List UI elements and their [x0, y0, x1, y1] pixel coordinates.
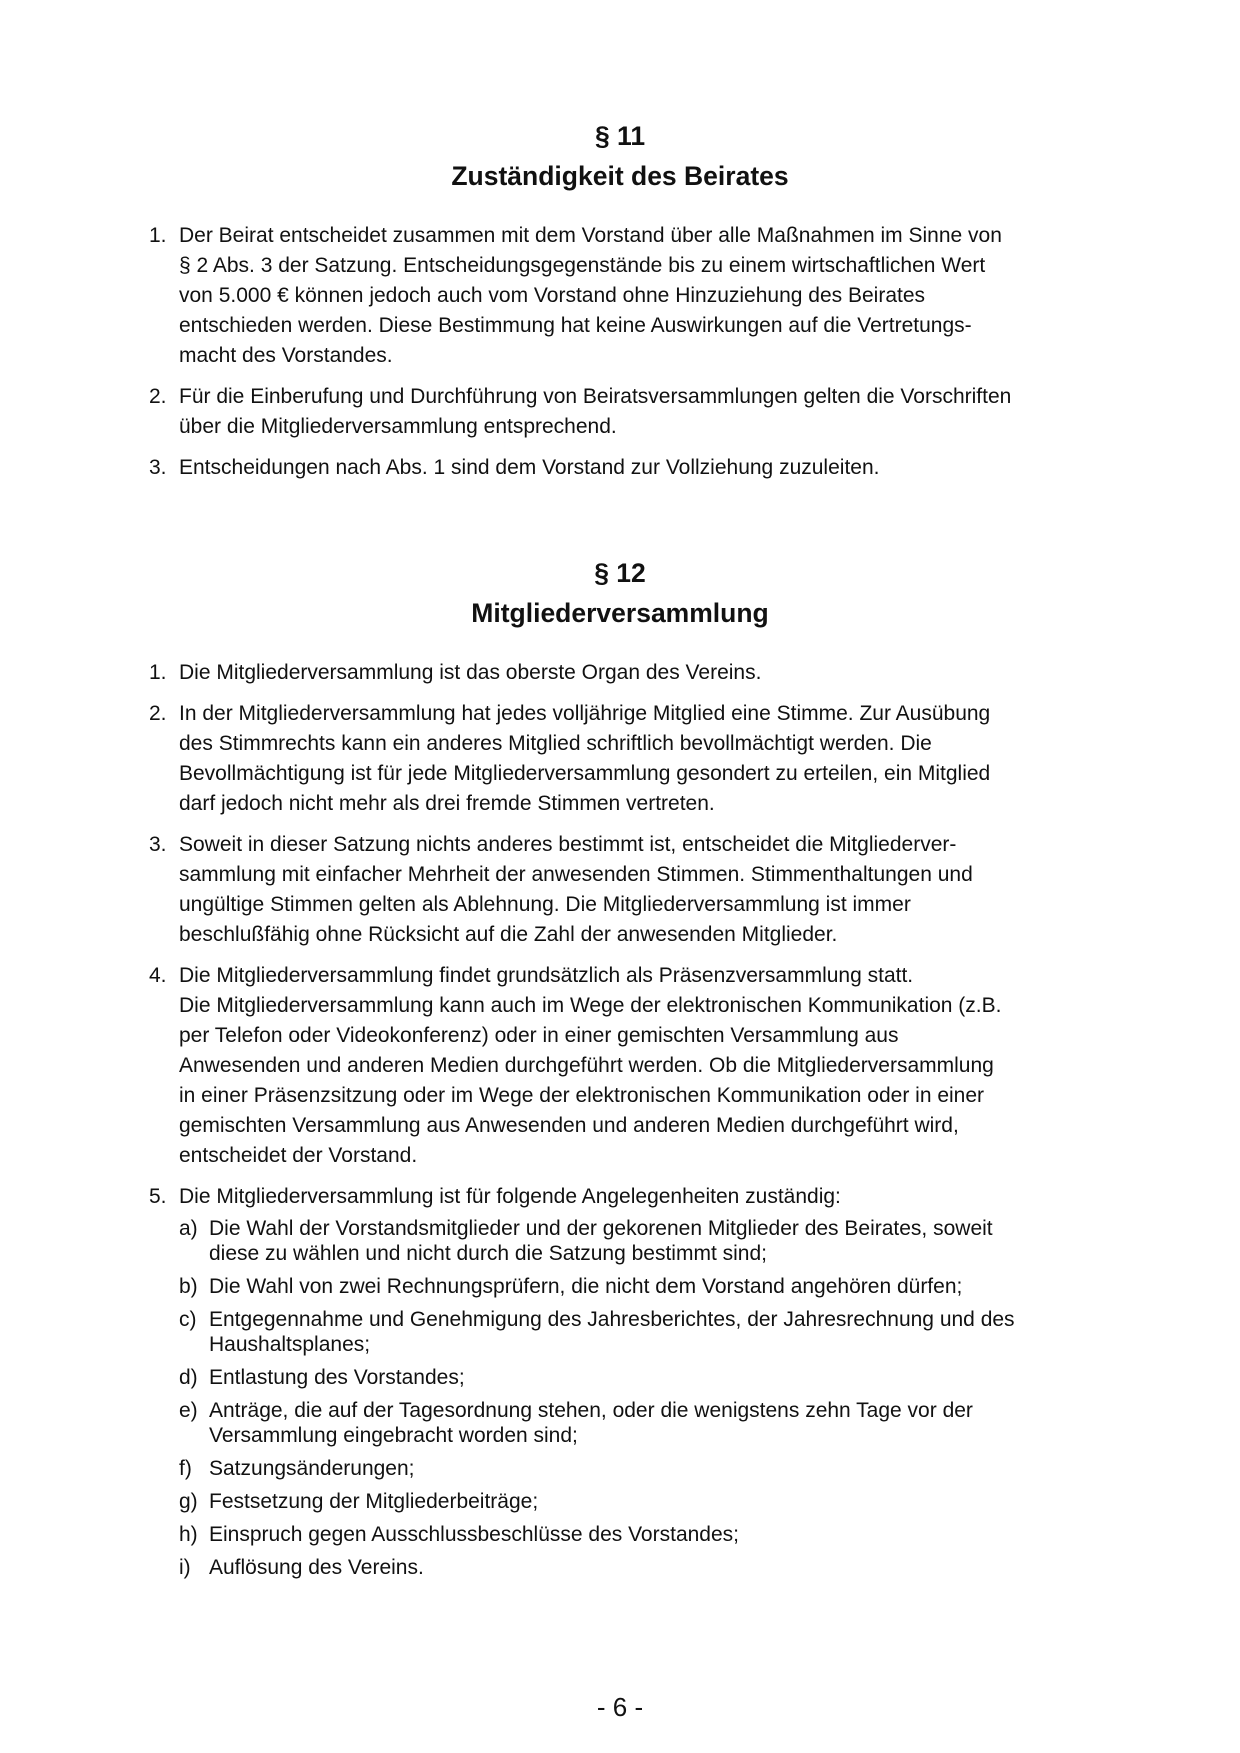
text-line: Für die Einberufung und Durchführung von Beiratsversammlungen gelten die Vorschriften [179, 385, 1012, 408]
item-text [179, 221, 1099, 371]
item-text [179, 453, 1099, 483]
text-line: Die Mitgliederversammlung findet grundsätzlich als Präsenzversammlung statt. [179, 964, 914, 987]
sub-item-text [209, 1398, 1099, 1448]
sub-item-letter: i) [179, 1556, 191, 1579]
section-title: Zuständigkeit des Beirates [451, 161, 789, 191]
text-line: Anwesenden und anderen Medien durchgeführt werden. Ob die Mitgliederversammlung [179, 1054, 994, 1077]
sub-item-text [209, 1307, 1099, 1357]
list-item [0, 699, 1240, 819]
text-line: Die Wahl der Vorstandsmitglieder und der gekorenen Mitglieder des Beirates, soweit [209, 1217, 993, 1240]
text-line: Die Mitgliederversammlung ist für folgende Angelegenheiten zuständig: [179, 1185, 841, 1208]
item-number: 1. [149, 224, 167, 247]
item-text [179, 382, 1099, 442]
item-number: 2. [149, 385, 167, 408]
text-line: Haushaltsplanes; [209, 1333, 371, 1356]
text-line: In der Mitgliederversammlung hat jedes volljährige Mitglied eine Stimme. Zur Ausübung [179, 702, 991, 725]
section-12-list [0, 658, 1240, 1580]
section-number: § 11 [594, 121, 646, 151]
text-line: beschlußfähig ohne Rücksicht auf die Zahl der anwesenden Mitglieder. [179, 923, 838, 946]
item-number: 3. [149, 833, 167, 856]
text-line: entscheidet der Vorstand. [179, 1144, 418, 1167]
text-line: in einer Präsenzsitzung oder im Wege der elektronischen Kommunikation oder in einer [179, 1084, 985, 1107]
text-line: Die Mitgliederversammlung ist das oberste Organ des Vereins. [179, 661, 762, 684]
text-line: darf jedoch nicht mehr als drei fremde Stimmen vertreten. [179, 792, 715, 815]
list-item [0, 453, 1240, 483]
sub-list-item [0, 1489, 1240, 1514]
sub-list-item [0, 1398, 1240, 1448]
text-line: von 5.000 € können jedoch auch vom Vorstand ohne Hinzuziehung des Beirates [179, 284, 926, 307]
sub-item-text [209, 1274, 1099, 1299]
text-line: Der Beirat entscheidet zusammen mit dem Vorstand über alle Maßnahmen im Sinne von [179, 224, 1002, 247]
section-number: § 12 [594, 558, 646, 588]
item-text [179, 1182, 1099, 1212]
sub-item-text [209, 1216, 1099, 1266]
item-number: 3. [149, 456, 167, 479]
text-line: sammlung mit einfacher Mehrheit der anwesenden Stimmen. Stimmenthaltungen und [179, 863, 973, 886]
sub-item-text [209, 1489, 1099, 1514]
item-text [179, 699, 1099, 819]
section-11-list [0, 221, 1240, 483]
sub-list [0, 1216, 1240, 1580]
text-line: Auflösung des Vereins. [209, 1556, 424, 1579]
section-11-header [0, 116, 1240, 196]
item-text [179, 961, 1099, 1171]
text-line: Die Wahl von zwei Rechnungsprüfern, die nicht dem Vorstand angehören dürfen; [209, 1275, 963, 1298]
text-line: diese zu wählen und nicht durch die Satzung bestimmt sind; [209, 1242, 767, 1265]
sub-item-text [209, 1522, 1099, 1547]
text-line: Entgegennahme und Genehmigung des Jahresberichtes, der Jahresrechnung und des [209, 1308, 1015, 1331]
text-line: Soweit in dieser Satzung nichts anderes bestimmt ist, entscheidet die Mitgliederver- [179, 833, 957, 856]
sub-list-item [0, 1555, 1240, 1580]
list-item [0, 382, 1240, 442]
sub-item-text [209, 1456, 1099, 1481]
text-line: Entlastung des Vorstandes; [209, 1366, 465, 1389]
sub-item-letter: d) [179, 1366, 198, 1389]
sub-item-text [209, 1555, 1099, 1580]
sub-item-letter: b) [179, 1275, 198, 1298]
text-line: gemischten Versammlung aus Anwesenden und anderen Medien durchgeführt wird, [179, 1114, 959, 1137]
sub-item-letter: h) [179, 1523, 198, 1546]
section-title: Mitgliederversammlung [471, 598, 769, 628]
sub-list-item [0, 1216, 1240, 1266]
item-number: 5. [149, 1185, 167, 1208]
sub-list-item [0, 1456, 1240, 1481]
text-line: macht des Vorstandes. [179, 344, 393, 367]
list-item [0, 830, 1240, 950]
sub-item-letter: f) [179, 1457, 192, 1480]
list-item [0, 1182, 1240, 1580]
text-line: Bevollmächtigung ist für jede Mitgliederversammlung gesondert zu erteilen, ein Mitglied [179, 762, 991, 785]
text-line: ungültige Stimmen gelten als Ablehnung. Die Mitgliederversammlung ist immer [179, 893, 911, 916]
text-line: über die Mitgliederversammlung entsprechend. [179, 415, 617, 438]
list-item [0, 221, 1240, 371]
sub-list-item [0, 1365, 1240, 1390]
section-12-header [0, 553, 1240, 633]
item-text [179, 830, 1099, 950]
text-line: Einspruch gegen Ausschlussbeschlüsse des Vorstandes; [209, 1523, 739, 1546]
sub-item-letter: a) [179, 1217, 198, 1240]
sub-item-text [209, 1365, 1099, 1390]
sub-list-item [0, 1522, 1240, 1547]
item-number: 2. [149, 702, 167, 725]
text-line: Satzungsänderungen; [209, 1457, 415, 1480]
sub-item-letter: g) [179, 1490, 198, 1513]
text-line: per Telefon oder Videokonferenz) oder in einer gemischten Versammlung aus [179, 1024, 899, 1047]
text-line: Anträge, die auf der Tagesordnung stehen, oder die wenigstens zehn Tage vor der [209, 1399, 973, 1422]
page-number: - 6 - [596, 1692, 644, 1722]
sub-list-item [0, 1307, 1240, 1357]
sub-list-item [0, 1274, 1240, 1299]
list-item [0, 961, 1240, 1171]
text-line: Festsetzung der Mitgliederbeiträge; [209, 1490, 539, 1513]
text-line: Die Mitgliederversammlung kann auch im Wege der elektronischen Kommunikation (z.B. [179, 994, 1002, 1017]
text-line: § 2 Abs. 3 der Satzung. Entscheidungsgegenstände bis zu einem wirtschaftlichen Wert [179, 254, 986, 277]
text-line: Entscheidungen nach Abs. 1 sind dem Vorstand zur Vollziehung zuzuleiten. [179, 456, 880, 479]
list-item [0, 658, 1240, 688]
sub-item-letter: e) [179, 1399, 198, 1422]
sub-item-letter: c) [179, 1308, 197, 1331]
item-number: 4. [149, 964, 167, 987]
text-line: des Stimmrechts kann ein anderes Mitglied schriftlich bevollmächtigt werden. Die [179, 732, 932, 755]
text-line: Versammlung eingebracht worden sind; [209, 1424, 578, 1447]
text-line: entschieden werden. Diese Bestimmung hat keine Auswirkungen auf die Vertretungs- [179, 314, 972, 337]
item-number: 1. [149, 661, 167, 684]
item-text [179, 658, 1099, 688]
